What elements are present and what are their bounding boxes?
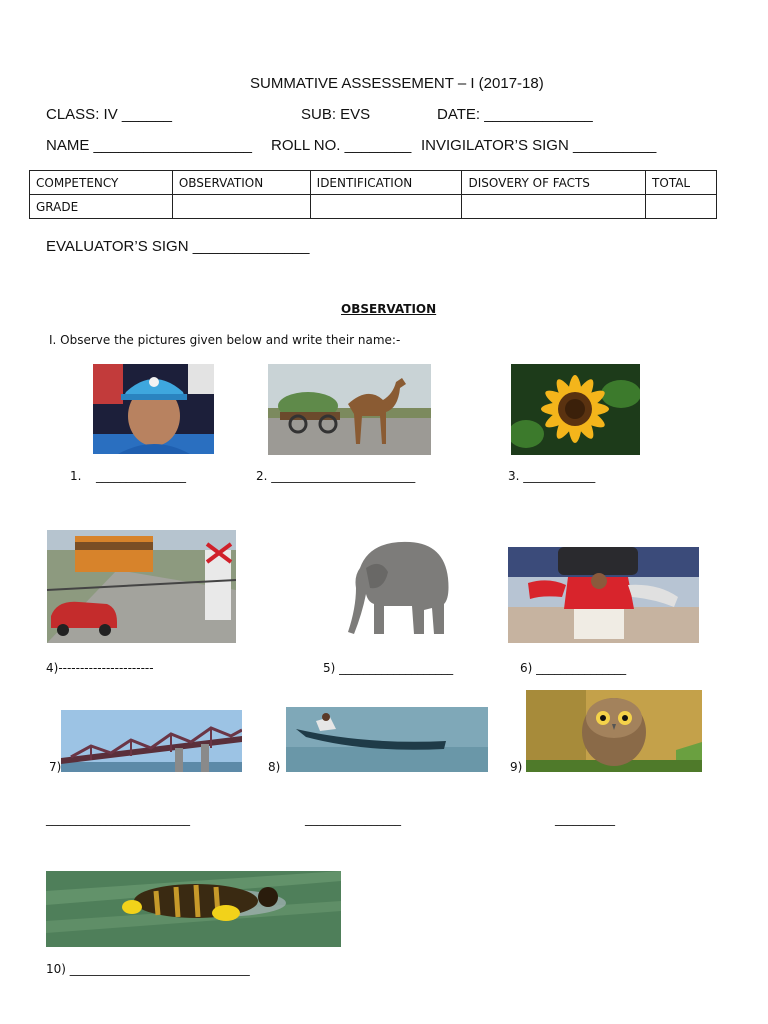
grade-cell [172, 195, 310, 219]
answer-2-line[interactable]: 2. ________________________ [256, 469, 416, 483]
answer-3-line[interactable]: 3. ____________ [508, 469, 596, 483]
answer-9-number: 9) [510, 760, 523, 774]
evaluator-sign-field: EVALUATOR’S SIGN ______________ [46, 238, 310, 255]
section-title: OBSERVATION [341, 302, 437, 316]
elephant-photo [340, 538, 451, 638]
grade-table-header: TOTAL [646, 171, 717, 195]
grade-table-header: OBSERVATION [172, 171, 310, 195]
sunflower-photo [511, 364, 640, 455]
answer-5-line[interactable]: 5) ___________________ [323, 661, 454, 675]
grade-row-label: GRADE [30, 195, 173, 219]
bridge-photo [61, 710, 242, 772]
answer-8-line[interactable]: ________________ [305, 812, 401, 826]
answer-7-number: 7) [49, 760, 62, 774]
grade-table-header: COMPETENCY [30, 171, 173, 195]
subject-field: SUB: EVS [301, 106, 371, 123]
answer-9-line[interactable]: __________ [555, 812, 615, 826]
boat-photo [286, 707, 488, 772]
answer-1-line[interactable]: _______________ [96, 469, 186, 483]
railway-crossing-photo [47, 530, 236, 643]
cricketer-photo [93, 364, 214, 454]
answer-7-line[interactable]: ________________________ [46, 812, 190, 826]
class-field: CLASS: IV ______ [46, 106, 172, 123]
roll-no-field: ROLL NO. ________ [271, 137, 412, 154]
name-field: NAME ___________________ [46, 137, 253, 154]
grade-table-header: IDENTIFICATION [310, 171, 462, 195]
grade-cell [310, 195, 462, 219]
answer-10-line[interactable]: 10) ______________________________ [46, 962, 250, 976]
porter-photo [508, 547, 699, 643]
owl-photo [526, 690, 702, 772]
answer-8-number: 8) [268, 760, 281, 774]
answer-4-line[interactable]: 4)---------------------- [46, 661, 154, 675]
grade-table-row [30, 195, 717, 219]
instruction-text: I. Observe the pictures given below and write their name:- [49, 333, 401, 347]
camel-cart-photo [268, 364, 431, 455]
grade-table-header-row [30, 171, 717, 195]
grade-table-header: DISOVERY OF FACTS [462, 171, 646, 195]
date-field: DATE: _____________ [437, 106, 593, 123]
grade-cell [462, 195, 646, 219]
grade-cell [646, 195, 717, 219]
exam-title: SUMMATIVE ASSESSEMENT – I (2017-18) [250, 75, 544, 92]
grade-table [29, 170, 717, 219]
answer-6-line[interactable]: 6) _______________ [520, 661, 627, 675]
answer-1-number: 1. [70, 469, 82, 483]
bee-photo [46, 871, 341, 947]
invigilator-sign-field: INVIGILATOR’S SIGN __________ [421, 137, 657, 154]
